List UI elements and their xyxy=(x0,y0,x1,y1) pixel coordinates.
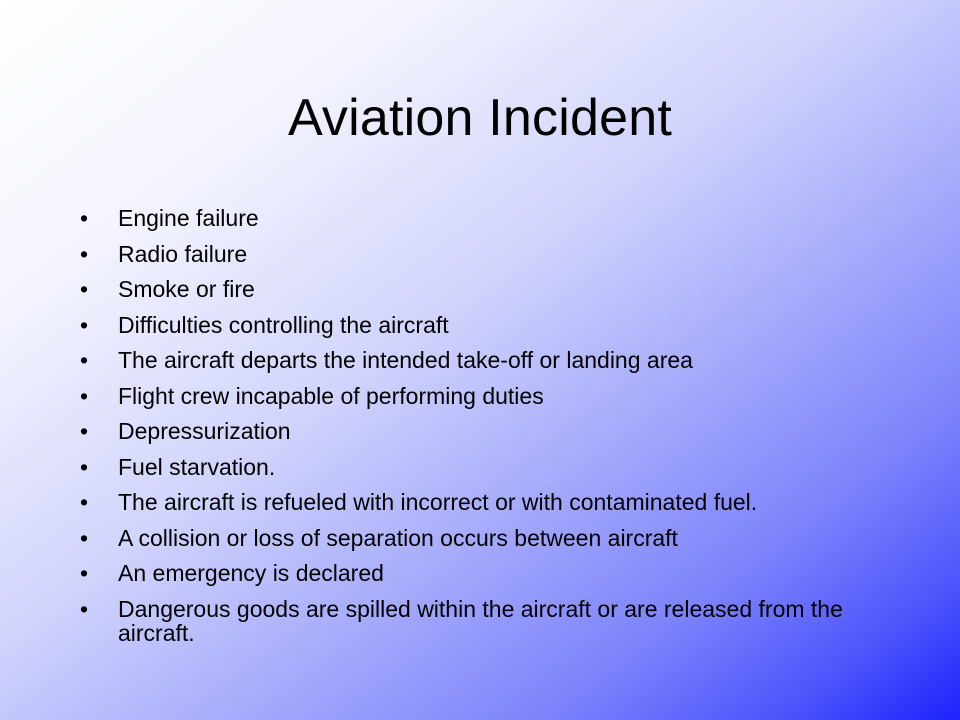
list-item xyxy=(80,348,900,372)
bullet-icon: • xyxy=(80,524,89,551)
list-item xyxy=(80,277,900,301)
list-item-text: Engine failure xyxy=(118,205,259,231)
list-item xyxy=(80,455,900,479)
list-item-text: Flight crew incapable of performing duties xyxy=(118,382,544,409)
bullet-icon: • xyxy=(80,418,89,444)
list-item-text: Fuel starvation. xyxy=(118,453,276,480)
list-item-text: Radio failure xyxy=(118,240,248,267)
list-item xyxy=(80,419,900,443)
list-item-text: Depressurization xyxy=(118,418,291,444)
bullet-list xyxy=(80,206,900,656)
list-item xyxy=(80,384,900,408)
list-item xyxy=(80,313,900,337)
list-item-text: Dangerous goods are spilled within the aircraft or are released from the aircraft. xyxy=(118,595,843,646)
list-item-text: Smoke or fire xyxy=(118,276,255,302)
list-item-text: A collision or loss of separation occurs between aircraft xyxy=(118,524,678,551)
bullet-icon: • xyxy=(80,276,89,302)
list-item-text: The aircraft is refueled with incorrect or with contaminated fuel. xyxy=(118,489,758,515)
bullet-icon: • xyxy=(80,205,89,231)
list-item xyxy=(80,242,900,266)
bullet-icon: • xyxy=(80,240,89,267)
list-item-text: Difficulties controlling the aircraft xyxy=(118,311,449,338)
bullet-icon: • xyxy=(80,453,89,480)
list-item xyxy=(80,561,900,585)
bullet-icon: • xyxy=(80,382,89,409)
list-item xyxy=(80,490,900,514)
bullet-icon: • xyxy=(80,489,89,515)
bullet-icon: • xyxy=(80,311,89,338)
list-item-text: An emergency is declared xyxy=(118,560,384,586)
list-item xyxy=(80,597,900,645)
list-item xyxy=(80,526,900,550)
bullet-icon: • xyxy=(80,560,89,586)
list-item-text: The aircraft departs the intended take-off or landing area xyxy=(118,347,693,373)
bullet-icon: • xyxy=(80,347,89,373)
list-item xyxy=(80,206,900,230)
bullet-icon: • xyxy=(80,595,89,622)
slide-title: Aviation Incident xyxy=(287,89,673,147)
